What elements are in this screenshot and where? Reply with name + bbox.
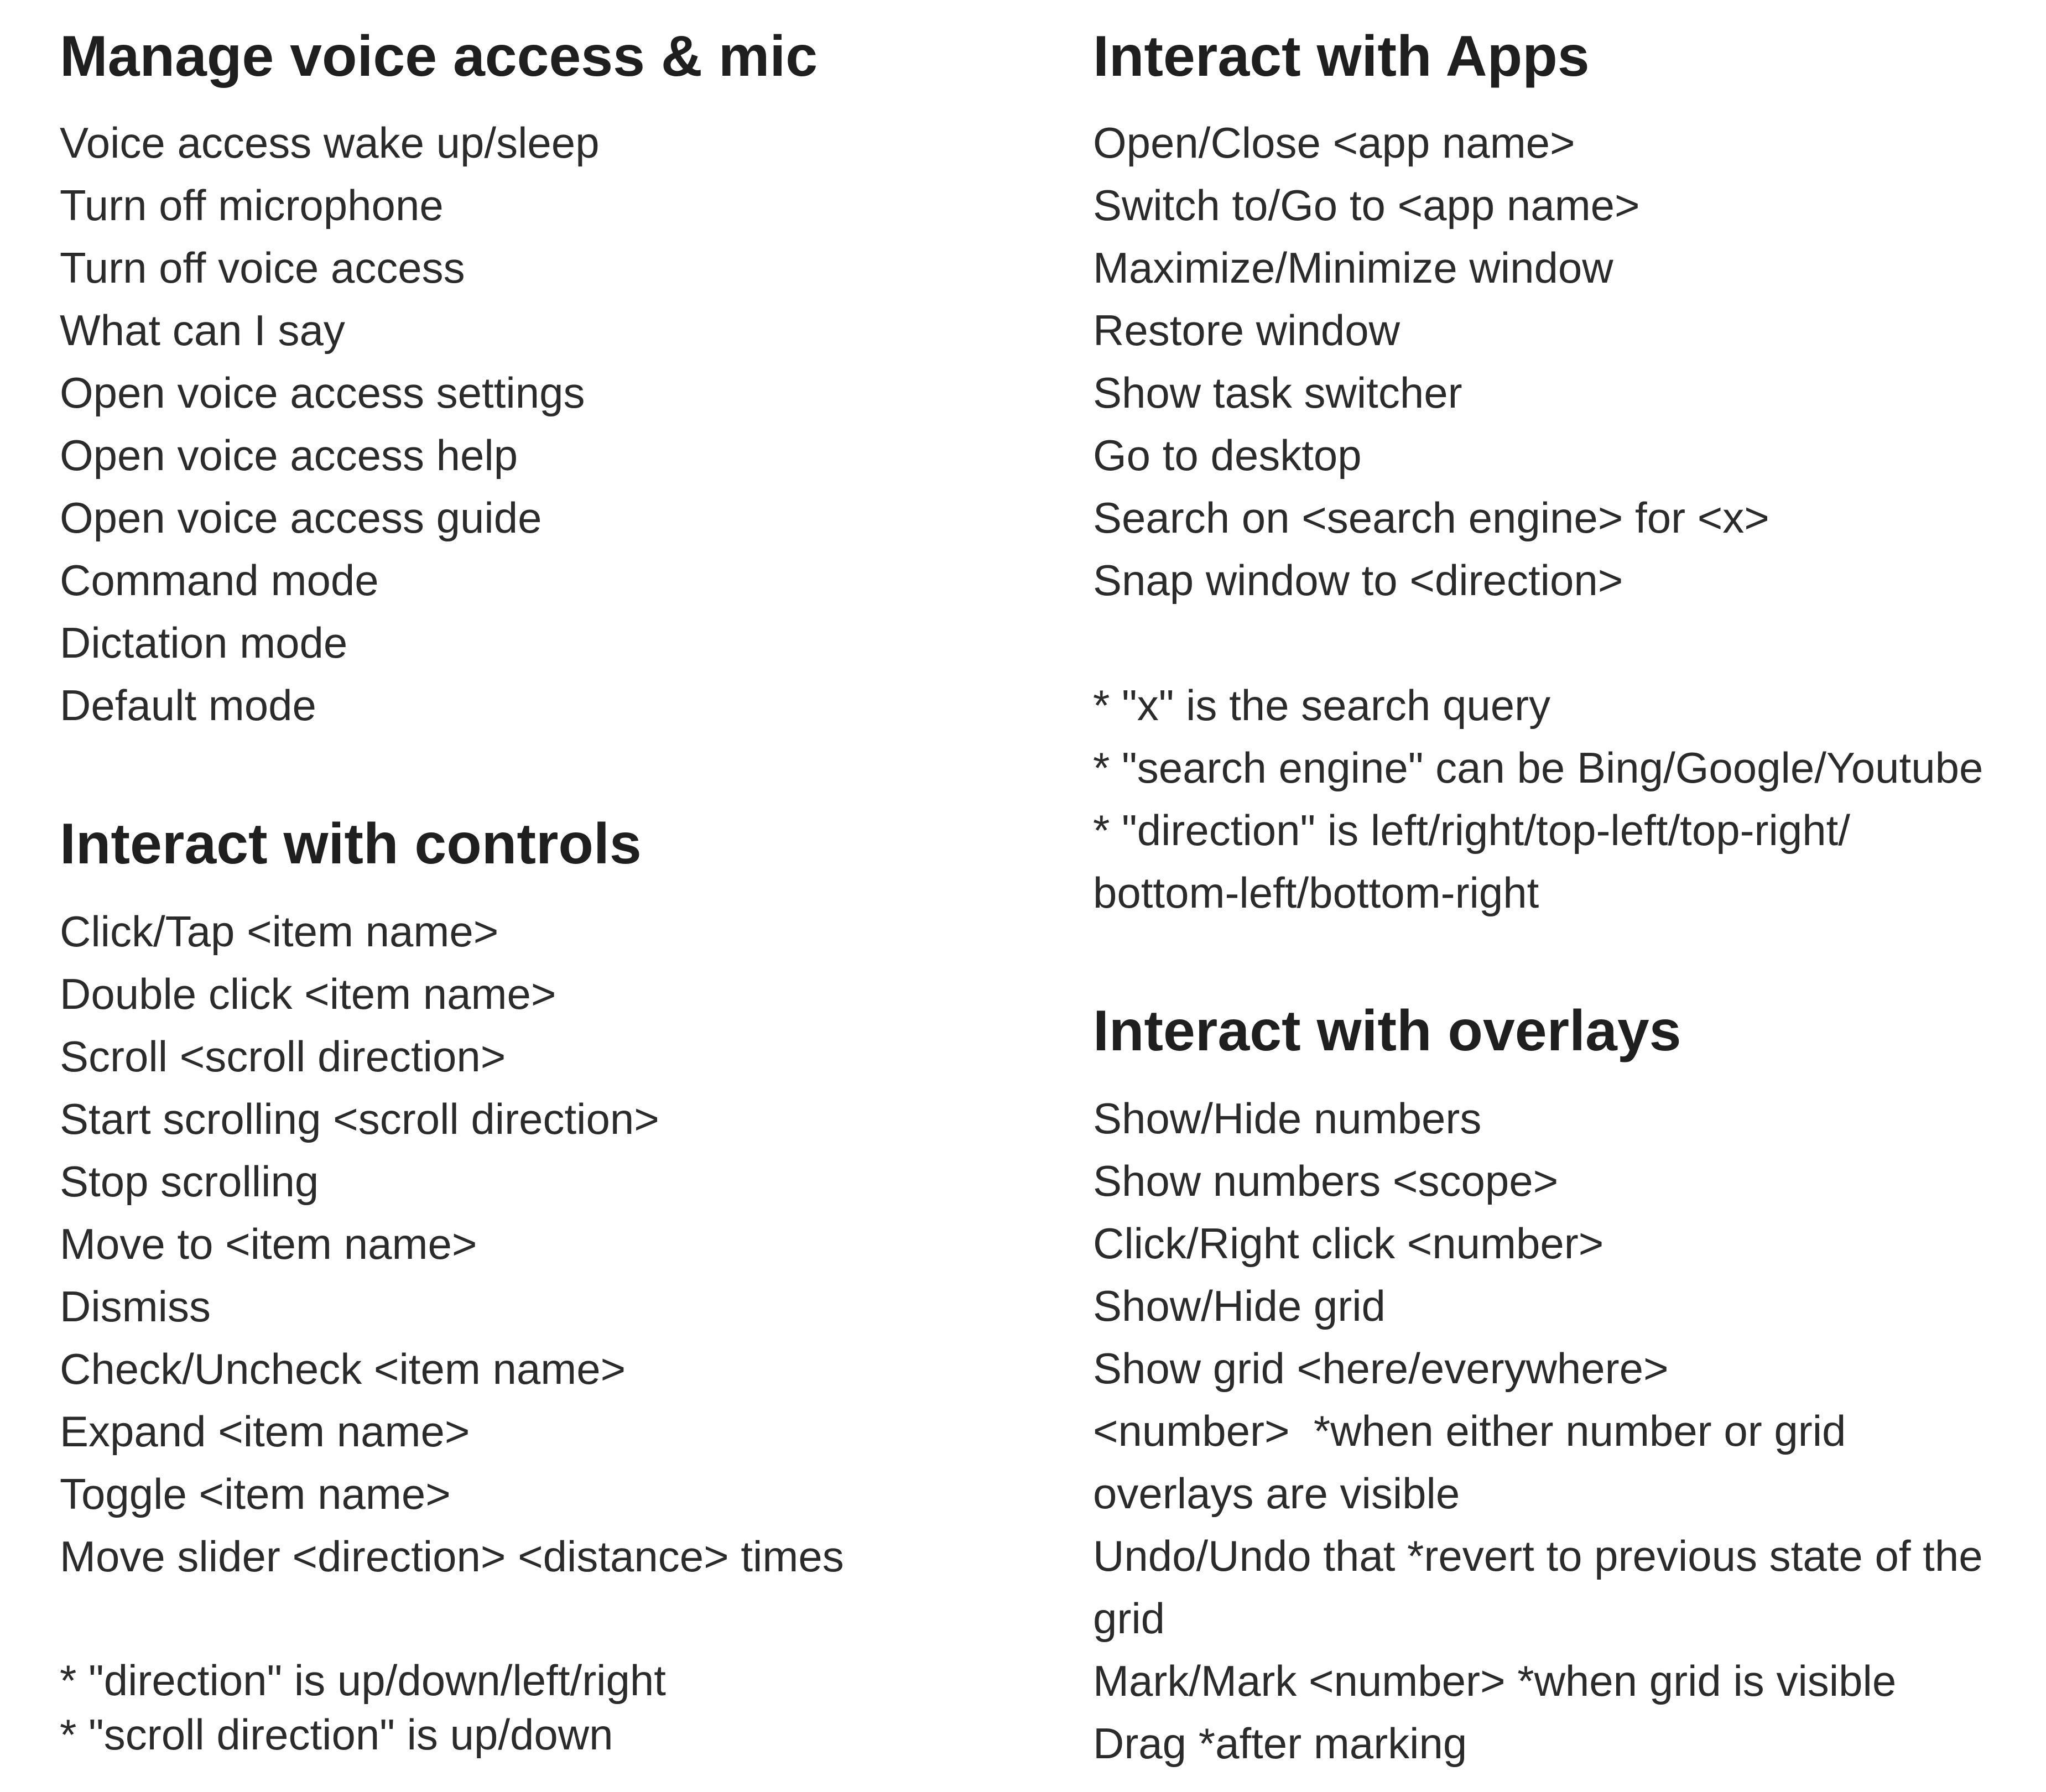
list-item: Check/Uncheck <item name> (60, 1345, 626, 1393)
voice-access-command-list (60, 112, 600, 737)
list-item: Open voice access settings (60, 368, 585, 417)
footnote: * "direction" is up/down/left/right (60, 1656, 666, 1705)
list-item: Mark/Mark <number> *when grid is visible (1093, 1656, 1897, 1705)
list-item: Open voice access guide (60, 493, 542, 542)
list-item: Show task switcher (1093, 368, 1462, 417)
list-item: Show grid <here/everywhere> (1093, 1344, 1669, 1393)
list-item: Open/Close <app name> (1093, 118, 1575, 167)
list-item: Double click <item name> (60, 970, 556, 1018)
footnote: bottom-left/bottom-right (1093, 868, 1539, 917)
footnote: * "search engine" can be Bing/Google/Youtube (1093, 743, 1983, 792)
section-title-controls: Interact with controls (60, 812, 642, 876)
list-item: Show/Hide grid (1093, 1282, 1386, 1330)
list-item: Expand <item name> (60, 1407, 470, 1456)
list-item: Move to <item name> (60, 1220, 477, 1268)
list-item: Go to desktop (1093, 431, 1362, 480)
list-item: Switch to/Go to <app name> (1093, 181, 1640, 230)
controls-notes (60, 1649, 666, 1757)
footnote: * "scroll direction" is up/down (60, 1710, 613, 1759)
list-item: Command mode (60, 556, 379, 605)
list-item: Dictation mode (60, 618, 348, 667)
section-title-apps: Interact with Apps (1093, 24, 1590, 88)
list-item: Voice access wake up/sleep (60, 118, 600, 167)
list-item: Toggle <item name> (60, 1470, 451, 1518)
footnote: * "x" is the search query (1093, 681, 1551, 730)
list-item: Snap window to <direction> (1093, 556, 1623, 605)
list-item: Dismiss (60, 1282, 211, 1331)
apps-command-list (1093, 112, 1769, 612)
section-title-voice-access: Manage voice access & mic (60, 24, 818, 88)
list-item: What can I say (60, 306, 345, 355)
list-item: Start scrolling <scroll direction> (60, 1095, 659, 1143)
section-title-overlays: Interact with overlays (1093, 999, 1681, 1063)
list-item: Search on <search engine> for <x> (1093, 493, 1769, 542)
list-item: Default mode (60, 681, 316, 730)
list-item: Move slider <direction> <distance> times (60, 1532, 844, 1581)
list-item: Click/Right click <number> (1093, 1219, 1604, 1268)
list-item: Click/Tap <item name> (60, 907, 499, 956)
list-item: Drag *after marking (1093, 1719, 1467, 1768)
overlays-command-list (1093, 1087, 1983, 1775)
list-item: Undo/Undo that *revert to previous state of the (1093, 1531, 1983, 1580)
list-item: Turn off microphone (60, 181, 444, 230)
list-item: <number> *when either number or grid (1093, 1406, 1846, 1455)
controls-command-list (60, 900, 844, 1588)
list-item: Show numbers <scope> (1093, 1157, 1559, 1205)
list-item: Maximize/Minimize window (1093, 243, 1613, 292)
list-item: Scroll <scroll direction> (60, 1032, 506, 1081)
list-item: grid (1093, 1594, 1165, 1643)
list-item: overlays are visible (1093, 1469, 1460, 1518)
list-item: Open voice access help (60, 431, 518, 480)
list-item: Restore window (1093, 306, 1400, 355)
list-item: Stop scrolling (60, 1157, 319, 1206)
list-item: Show/Hide numbers (1093, 1094, 1482, 1143)
footnote: * "direction" is left/right/top-left/top-right/ (1093, 806, 1850, 855)
apps-notes (1093, 674, 1983, 924)
list-item: Turn off voice access (60, 243, 465, 292)
